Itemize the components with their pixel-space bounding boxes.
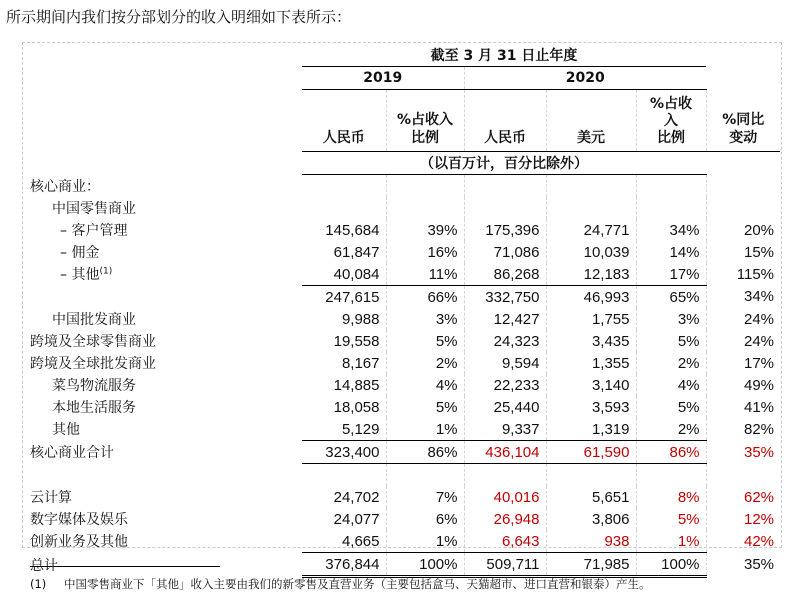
footnote-marker: (1) [30,577,47,591]
cell-usd-2020: 46,993 [546,286,636,309]
cell-yoy: 24% [706,308,780,330]
period-header: 截至 3 月 31 日止年度 [302,44,706,67]
cell-rmb-2020: 175,396 [464,219,546,241]
cell-pct-2019: 5% [386,396,464,418]
row-label: 创新业务及其他 [30,534,128,551]
cell-usd-2020: 1,319 [546,418,636,441]
cell-pct-2020: 5% [636,396,706,418]
revenue-table [24,44,780,578]
col-rmb-2019: 人民币 [302,90,386,152]
cell-rmb-2019: 14,885 [333,376,380,394]
cell-rmb-2019: 323,400 [302,441,386,464]
cell-pct-2020: 3% [636,308,706,330]
row-label: 总计 [30,557,58,574]
row-label: 中国批发商业 [52,312,136,328]
row-label: 本地生活服务 [52,400,136,416]
cell-pct-2020: 86% [636,441,706,464]
footnote [30,576,651,592]
cell-rmb-2019: 61,847 [333,243,380,261]
unit-note: （以百万计，百分比除外） [302,152,706,175]
cell-pct-2019: 3% [386,308,464,330]
row-label [24,286,302,309]
cell-usd-2020: 3,806 [546,508,636,530]
cell-yoy: 49% [706,374,780,396]
cell-rmb-2020: 509,711 [464,553,546,577]
cell-pct-2020: 65% [636,286,706,309]
cell-rmb-2020: 332,750 [464,286,546,309]
cell-yoy: 12% [706,508,780,530]
table-row [24,197,780,219]
footnote-text: 中国零售商业下「其他」收入主要由我们的新零售及直营业务（主要包括盒马、天猫超市、进口直营和银泰）产生。 [64,577,651,591]
cell-rmb-2020: 40,016 [464,486,546,508]
table-row [24,241,780,263]
cell-pct-2019: 1% [386,418,464,441]
cell-usd-2020: 12,183 [546,263,636,286]
table-row [24,175,780,198]
cell-rmb-2019: 24,077 [333,510,380,528]
cell-rmb-2020: 9,337 [464,418,546,441]
cell-pct-2019: 2% [386,352,464,374]
col-pct-2019: %占收入 比例 [386,90,464,152]
cell-pct-2020: 8% [636,486,706,508]
cell-yoy: 15% [706,241,780,263]
cell-usd-2020: 3,435 [546,330,636,352]
col-yoy: %同比 变动 [706,90,780,152]
cell-usd-2020: 24,771 [546,219,636,241]
cell-pct-2020: 34% [636,219,706,241]
table-row [24,374,780,396]
cell-rmb-2020: 22,233 [464,374,546,396]
cell-pct-2019: 6% [386,508,464,530]
cell-pct-2020: 2% [636,418,706,441]
cell-pct-2020: 2% [636,352,706,374]
row-label: 核心商业： [30,178,100,195]
row-label: 数字媒体及娱乐 [30,512,128,528]
table-row [24,418,780,441]
cell-yoy: 115% [706,263,780,286]
cell-rmb-2020: 86,268 [464,263,546,286]
cell-rmb-2019: 145,684 [325,221,380,239]
row-label: 中国零售商业 [52,201,136,217]
cell-pct-2019: 86% [386,441,464,464]
cell-usd-2020: 1,755 [546,308,636,330]
col-usd-2020: 美元 [546,90,636,152]
row-label: 跨境及全球零售商业 [30,334,156,350]
table-row [24,530,780,553]
cell-yoy: 42% [706,530,780,553]
row-label: 其他 [52,422,80,439]
cell-usd-2020: 3,593 [546,396,636,418]
cell-yoy: 41% [706,396,780,418]
table-row [24,263,780,286]
footnote-ref: (1) [99,266,113,277]
footnote-divider [30,566,220,567]
col-rmb-2020: 人民币 [464,90,546,152]
cell-rmb-2020: 436,104 [464,441,546,464]
cell-pct-2019: 39% [386,219,464,241]
cell-rmb-2019: 40,084 [302,263,386,286]
cell-pct-2020: 4% [636,374,706,396]
cell-rmb-2020: 26,948 [464,508,546,530]
cell-pct-2019: 11% [386,263,464,286]
cell-rmb-2019: 4,665 [302,530,386,553]
table-row [24,441,780,464]
cell-pct-2019: 100% [386,553,464,577]
row-label: – 客户管理 [60,223,128,239]
year-2019-header: 2019 [302,67,464,90]
row-label: 云计算 [30,490,72,506]
row-label: 跨境及全球批发商业 [30,356,156,372]
cell-rmb-2019: 5,129 [302,418,386,441]
table-row [24,330,780,352]
cell-rmb-2019: 376,844 [302,553,386,577]
row-label: – 其他$^{(1)}$ [60,266,113,284]
cell-usd-2020: 938 [546,530,636,553]
cell-usd-2020: 5,651 [546,486,636,508]
cell-rmb-2020: 9,594 [464,352,546,374]
cell-yoy: 34% [706,286,780,309]
cell-yoy: 17% [706,352,780,374]
table-row [24,396,780,418]
cell-rmb-2020: 24,323 [464,330,546,352]
cell-rmb-2019: 18,058 [333,398,380,416]
cell-yoy: 62% [706,486,780,508]
cell-pct-2019: 4% [386,374,464,396]
cell-pct-2020: 5% [636,330,706,352]
table-row [24,553,780,577]
cell-rmb-2020: 25,440 [464,396,546,418]
table-row [24,508,780,530]
cell-usd-2020: 61,590 [546,441,636,464]
cell-rmb-2019: 8,167 [341,354,380,372]
cell-usd-2020: 71,985 [546,553,636,577]
cell-pct-2019: 7% [386,486,464,508]
year-2020-header: 2020 [464,67,706,90]
cell-pct-2019: 16% [386,241,464,263]
cell-yoy: 24% [706,330,780,352]
cell-rmb-2020: 71,086 [464,241,546,263]
cell-rmb-2019: 247,615 [325,288,380,306]
cell-pct-2019: 66% [386,286,464,309]
cell-pct-2019: 1% [386,530,464,553]
cell-rmb-2020: 6,643 [464,530,546,553]
table-row [24,286,780,309]
cell-pct-2019: 5% [386,330,464,352]
cell-yoy: 35% [706,553,780,577]
cell-pct-2020: 17% [636,263,706,286]
cell-rmb-2019: 19,558 [333,332,380,350]
row-label: 菜鸟物流服务 [52,378,136,394]
cell-usd-2020: 1,355 [546,352,636,374]
cell-pct-2020: 1% [636,530,706,553]
cell-yoy: 20% [706,219,780,241]
cell-rmb-2019: 24,702 [333,488,380,506]
table-row [24,308,780,330]
cell-rmb-2020: 12,427 [464,308,546,330]
cell-pct-2020: 100% [636,553,706,577]
col-pct-2020: %占收 入 比例 [636,90,706,152]
cell-usd-2020: 3,140 [546,374,636,396]
intro-text: 所示期间内我们按分部划分的收入明细如下表所示： [6,8,352,26]
row-label: 核心商业合计 [30,445,114,461]
cell-rmb-2019: 9,988 [341,310,380,328]
table-row [24,486,780,508]
cell-yoy: 35% [706,441,780,464]
cell-yoy: 82% [706,418,780,441]
table-row [24,219,780,241]
cell-pct-2020: 14% [636,241,706,263]
row-label: – 佣金 [60,245,100,261]
cell-pct-2020: 5% [636,508,706,530]
cell-usd-2020: 10,039 [546,241,636,263]
table-row [24,352,780,374]
